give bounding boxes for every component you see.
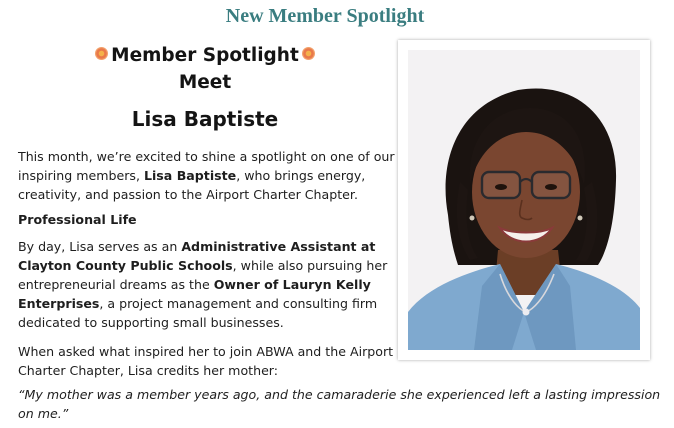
prof-owner: Owner of Lauryn Kelly Enterprises [18, 277, 371, 311]
professional-life-paragraph [18, 237, 398, 332]
spotlight-title-line [60, 42, 350, 69]
flower-icon [95, 47, 108, 60]
prof-text-1: By day, Lisa serves as an [18, 239, 182, 254]
intro-text-1: This month, we’re excited to shine a spotlight on one of our inspiring members, [18, 149, 395, 183]
portrait-illustration [408, 50, 640, 350]
meet-label: Meet [178, 72, 232, 93]
member-name: Lisa Baptiste [131, 107, 279, 131]
member-quote: “My mother was a member years ago, and the camaraderie she experienced left a lasting impression on me.” [18, 387, 661, 421]
member-photo-frame [398, 40, 650, 360]
intro-paragraph [18, 147, 398, 204]
professional-life-heading: Professional Life [18, 212, 137, 227]
newsletter-section-title: New Member Spotlight [225, 5, 425, 27]
spotlight-title: Member Spotlight [111, 45, 299, 66]
prof-text-2: , while also pursuing her entrepreneurial dreams as the [18, 258, 388, 292]
prof-text-3: , a project management and consulting firm dedicated to supporting small businesses. [18, 296, 378, 330]
flower-icon [302, 47, 315, 60]
intro-text-2: , who brings energy, creativity, and passion to the Airport Charter Chapter. [18, 168, 366, 202]
prof-role: Administrative Assistant at Clayton County Public Schools [18, 239, 376, 273]
inspiration-paragraph: When asked what inspired her to join ABWA and the Airport Charter Chapter, Lisa credits her mother: [18, 344, 394, 378]
intro-member-name: Lisa Baptiste [143, 168, 237, 183]
member-photo [408, 50, 640, 350]
spotlight-heading [60, 42, 350, 96]
